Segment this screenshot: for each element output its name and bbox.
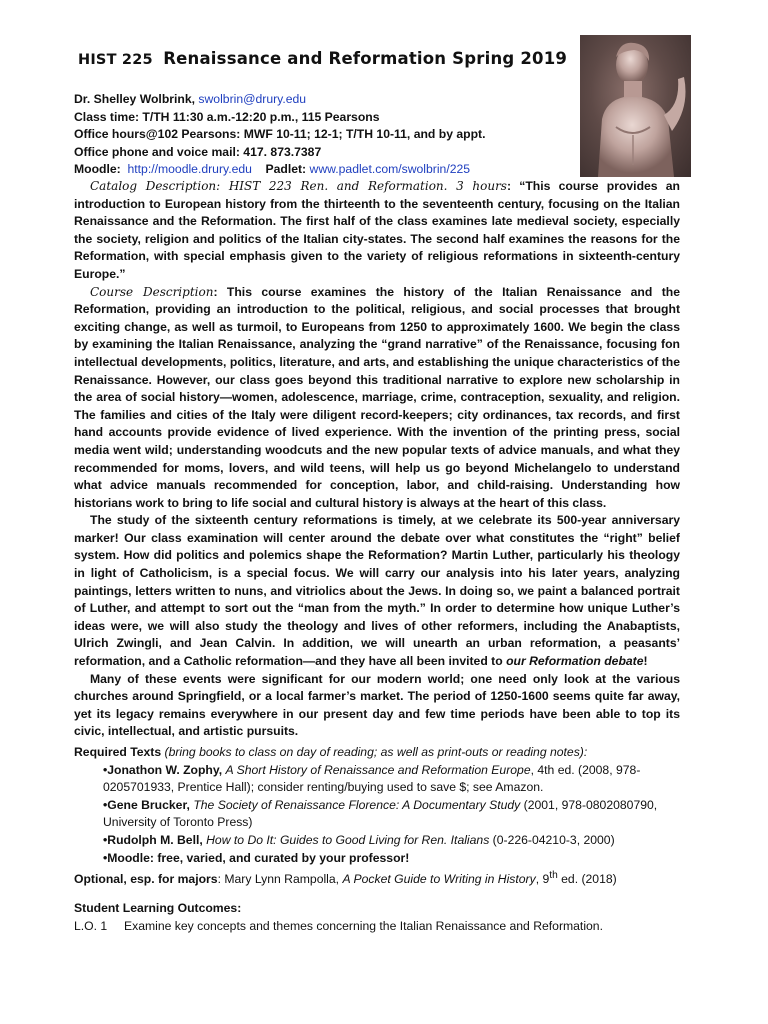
david-statue-photo — [580, 35, 691, 177]
text-author: •Rudolph M. Bell, — [103, 832, 207, 847]
text-author: •Jonathon W. Zophy, — [103, 762, 226, 777]
class-time: Class time: T/TH 11:30 a.m.-12:20 p.m., 115 Pearsons — [74, 109, 380, 124]
text-title: How to Do It: Guides to Good Living for Ren. Italians — [206, 832, 490, 847]
office-phone: Office phone and voice mail: 417. 873.7387 — [74, 144, 322, 159]
text-details: (2001, 978-0802080790, University of Toronto Press) — [103, 797, 658, 830]
learning-outcome-item — [74, 918, 603, 936]
reformation-debate-italic: our Reformation debate — [506, 654, 644, 669]
reformation-text: The study of the sixteenth century reformations is timely, at we celebrate its 500-year anniversary marker! Our class examination will center around the debate over what constitutes the “right” belief system. How did politics and polemics shape the Reformation? Martin Luther, particularly his theology in light of Catholicism, is a special focus. We will carry our analysis into his later years, analyzing paintings, letters written to nuns, and vitriolics about the Jews. In doing so, we paint a balanced portrait of Luther, and attempt to sort out the “man from the myth.” In order to determine how unique Luther’s ideas were, we will also study the theology and lives of other reformers, including the Anabaptists, Ulrich Zwingli, and Jean Calvin. In addition, we will unearth an urban reformation, a peasants’ reformation, and a Catholic reformation—and they have all been invited to — [74, 513, 680, 669]
reformation-paragraph — [74, 512, 680, 670]
optional-edition-sup: th — [549, 870, 558, 882]
catalog-description — [74, 178, 680, 284]
office-hours: Office hours@102 Pearsons: MWF 10-11; 12-1; T/TH 10-11, and by appt. — [74, 127, 486, 142]
legacy-paragraph: Many of these events were significant for our modern world; one need only look at the various churches around Springfield, or a local farmer’s market. The period of 1250-1600 seems quite far away, yet its legacy remains everywhere in our present day and few time periods have been able to top its civic, intellectual, and artistic pursuits. — [74, 671, 680, 739]
text-item — [74, 850, 683, 868]
catalog-text: : “This course provides an introduction to European history from the thirteenth to the seventeenth century, focusing on the Italian Renaissance and the Reformation. The first half of the class examines late medieval society, especially the society, religion and politics of the Italian city-states. The second half examines the reasons for the Reformation, with special emphasis given to the variety of religious reformations in sixteenth-century Europe.” — [74, 179, 680, 281]
course-header — [78, 49, 567, 69]
text-title: The Society of Renaissance Florence: A Documentary Study — [193, 797, 521, 812]
catalog-label: Catalog Description: HIST 223 Ren. and Reformation. 3 hours — [90, 179, 507, 193]
moodle-link[interactable]: http://moodle.drury.edu — [127, 162, 252, 177]
optional-author: : Mary Lynn Rampolla, — [217, 872, 343, 887]
course-description-label: Course Description — [90, 284, 214, 299]
outcome-code: L.O. 1 — [74, 918, 108, 933]
text-details: , 4th ed. (2008, 978-0205701933, Prentice Hall); consider renting/buying used to save $; see Amazon. — [103, 762, 641, 795]
instructor-info — [74, 91, 485, 179]
padlet-link[interactable]: www.padlet.com/swolbrin/225 — [309, 162, 471, 177]
text-item — [74, 762, 683, 797]
required-texts-note: (bring books to class on day of reading; as well as print-outs or reading notes): — [161, 745, 588, 759]
moodle-padlet-line — [74, 161, 485, 179]
optional-text — [74, 867, 694, 889]
learning-outcomes-heading: Student Learning Outcomes: — [74, 901, 242, 915]
instructor-email-link[interactable]: swolbrin@drury.edu — [198, 92, 307, 106]
optional-title: A Pocket Guide to Writing in History — [342, 872, 536, 887]
required-texts-heading — [74, 744, 694, 762]
course-code: HIST 225 — [78, 52, 153, 68]
course-title: Renaissance and Reformation Spring 2019 — [163, 49, 568, 68]
text-details: (0-226-04210-3, 2000) — [489, 832, 615, 847]
padlet-label: Padlet: — [265, 162, 307, 177]
outcome-text: Examine key concepts and themes concerning the Italian Renaissance and Reformation. — [124, 918, 603, 933]
optional-details: ed. (2018) — [557, 872, 617, 887]
text-author: •Gene Brucker, — [103, 797, 194, 812]
learning-outcomes-section — [74, 900, 603, 935]
optional-edition: , 9 — [535, 872, 550, 887]
instructor-line — [74, 91, 485, 109]
text-title: A Short History of Renaissance and Reformation Europe — [225, 762, 531, 777]
text-item — [74, 797, 683, 832]
moodle-label: Moodle: — [74, 162, 121, 177]
statue-illustration — [580, 35, 691, 177]
instructor-name: Dr. Shelley Wolbrink, — [74, 92, 199, 106]
text-item — [74, 832, 683, 850]
course-description-text: : This course examines the history of the Italian Renaissance and the Reformation, providing an introduction to the political, religious, and social processes that brought exciting change, as well as turmoil, to Europeans from 1250 to approximately 1600. We begin the class by examining the Italian Renaissance, analyzing the “grand narrative” of the Renaissance, focusing fon intellectual developments, politics, literature, and arts, and establishing the unique characteristics of the Renaissance. However, our class goes beyond this traditional narrative to explore new scholarship in the area of social history—women, adolescence, marriage, crime, contraception, sexuality, and religion. The families and cities of the Italy were diligent record-keepers; city ordinances, tax records, and first hand accounts provide evidence of lived experience. With the invention of the printing press, social media went wild; understanding woodcuts and the new popular texts of advice manuals, and what they recommended for moms, lovers, and wild teens, will help us go beyond Michelangelo to understand what advice manuals recommended for conception, labor, and child-raising. Understanding how historians work to bring to life social and cultural history is always at the heart of this class. — [74, 284, 680, 510]
required-texts-label: Required Texts — [74, 745, 162, 759]
optional-label: Optional, esp. for majors — [74, 872, 218, 887]
reformation-end: ! — [643, 654, 648, 669]
course-description — [74, 284, 680, 513]
required-texts-section — [74, 744, 694, 889]
text-author: •Moodle: free, varied, and curated by your professor! — [103, 850, 410, 865]
description-section — [74, 178, 680, 741]
